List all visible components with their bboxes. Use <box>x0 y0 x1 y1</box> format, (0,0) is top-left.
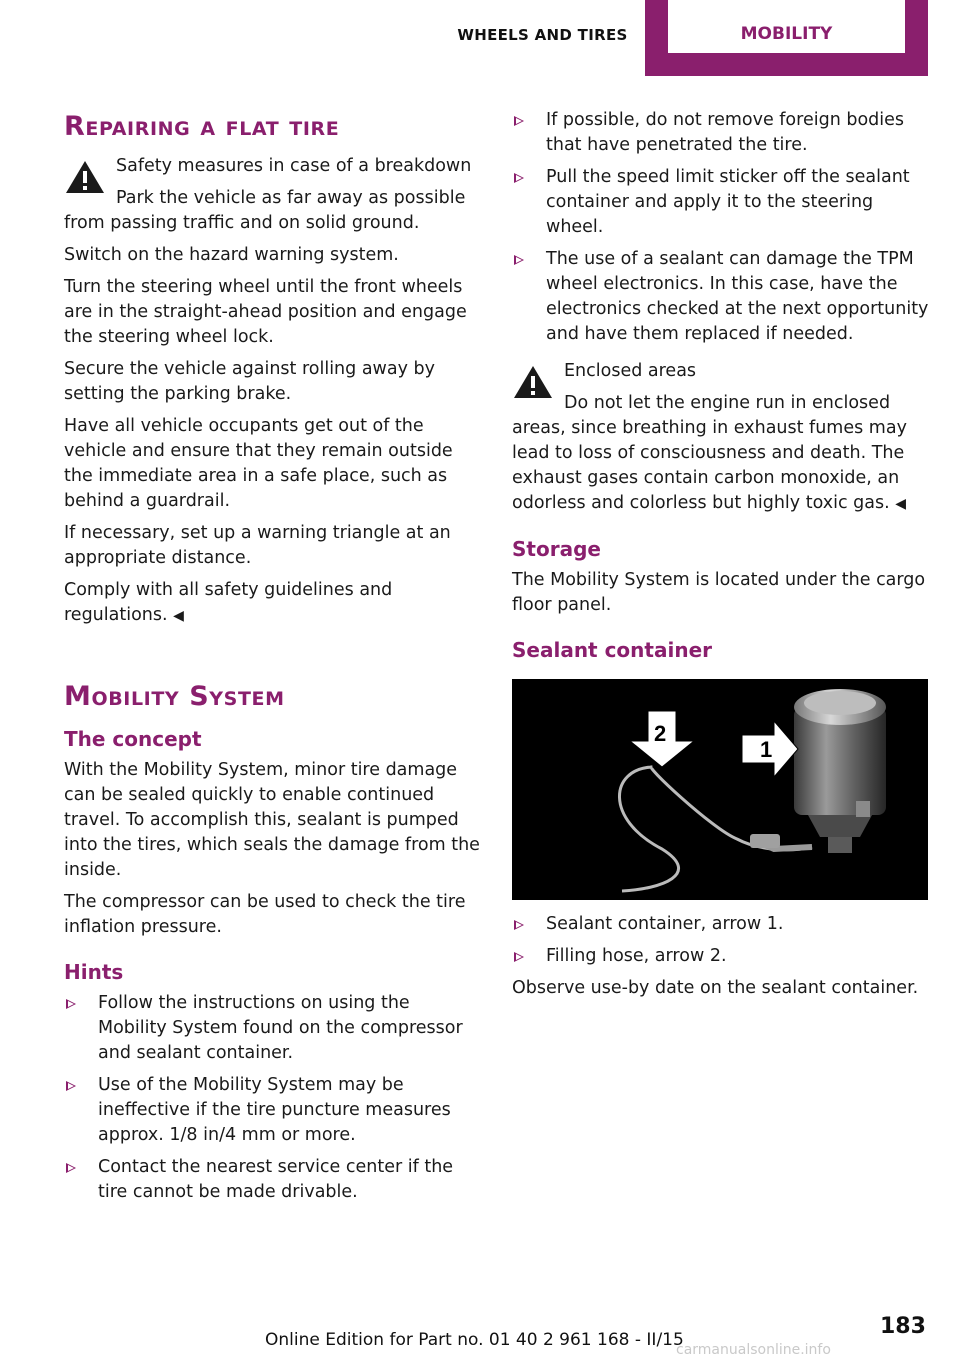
heading-sealant-container: Sealant container <box>512 638 712 662</box>
bullet-triangle-icon <box>66 1163 76 1173</box>
warning-body-wrap <box>512 391 930 517</box>
sealant-illustration <box>512 679 928 900</box>
warning-title: Enclosed areas <box>564 361 697 381</box>
paragraph-guidelines <box>64 578 482 629</box>
paragraph-parking-brake: Secure the vehicle against rolling away by setting the parking brake. <box>64 359 435 404</box>
sealant-list <box>512 912 930 969</box>
header-chapter-tab <box>645 0 928 76</box>
list-item: Filling hose, arrow 2. <box>512 944 930 969</box>
list-item: If possible, do not remove foreign bodies that have penetrated the tire. <box>512 108 930 158</box>
page-header <box>0 0 960 80</box>
heading-repairing-flat-tire: Repairing a flat tire <box>64 111 340 142</box>
bullet-triangle-icon <box>66 1081 76 1091</box>
bullet-triangle-icon <box>514 952 524 962</box>
end-mark-icon: ◀ <box>895 496 907 512</box>
paragraph-hazard: Switch on the hazard warning system. <box>64 245 399 265</box>
sealant-container-figure <box>512 679 928 900</box>
list-item: Sealant container, arrow 1. <box>512 912 930 937</box>
end-mark-icon: ◀ <box>173 608 184 624</box>
watermark: carmanualsonline.info <box>676 1342 831 1358</box>
page-number: 183 <box>880 1314 926 1339</box>
heading-the-concept: The concept <box>64 727 202 751</box>
list-item: Pull the speed limit sticker off the sealant container and apply it to the steering wheel. <box>512 165 930 240</box>
warning-triangle-icon <box>512 363 554 401</box>
hints-list <box>64 991 482 1205</box>
paragraph-storage: The Mobility System is located under the cargo floor panel. <box>512 570 926 615</box>
warning-body: Do not let the engine run in enclosed areas, since breathing in exhaust fumes may lead to loss of consciousness and death. The exhaust gases contain carbon monoxide, an odorless and colorless but highly toxic gas. <box>512 393 907 513</box>
list-item: Use of the Mobility System may be ineffective if the tire puncture measures approx. 1/8 in/4 mm or more. <box>64 1073 482 1148</box>
svg-text:1: 1 <box>760 737 773 762</box>
warning-body: Park the vehicle as far away as possible from passing traffic and on solid ground. <box>64 188 466 233</box>
bullet-triangle-icon <box>514 173 524 183</box>
warning-safety-measures <box>64 154 482 236</box>
paragraph-concept-2: The compressor can be used to check the tire inflation pressure. <box>64 892 466 937</box>
list-item: Contact the nearest service center if the tire cannot be made drivable. <box>64 1155 482 1205</box>
bullet-triangle-icon <box>514 920 524 930</box>
bullet-triangle-icon <box>514 116 524 126</box>
guidelines-text: Comply with all safety guidelines and regulations. <box>64 580 393 625</box>
warning-triangle-icon <box>64 158 106 196</box>
left-column <box>64 108 482 1212</box>
paragraph-steering: Turn the steering wheel until the front wheels are in the straight-ahead position and engage the steering wheel lock. <box>64 277 467 347</box>
warning-title: Safety measures in case of a breakdown <box>116 156 472 176</box>
svg-text:2: 2 <box>654 721 667 746</box>
bullet-triangle-icon <box>514 255 524 265</box>
paragraph-use-by-date: Observe use-by date on the sealant container. <box>512 978 919 998</box>
paragraph-warning-triangle: If necessary, set up a warning triangle at an appropriate distance. <box>64 523 451 568</box>
right-column <box>512 108 930 1008</box>
list-item: Follow the instructions on using the Mobility System found on the compressor and sealant container. <box>64 991 482 1066</box>
bullet-triangle-icon <box>66 999 76 1009</box>
footer-edition: Online Edition for Part no. 01 40 2 961 168 - II/15 <box>265 1330 684 1350</box>
heading-mobility-system: Mobility System <box>64 681 285 712</box>
paragraph-occupants: Have all vehicle occupants get out of the vehicle and ensure that they remain outside the immediate area in a safe place, such as behind a guardrail. <box>64 416 453 511</box>
warning-enclosed-areas <box>512 359 930 517</box>
paragraph-concept-1: With the Mobility System, minor tire damage can be sealed quickly to enable continued travel. To accomplish this, sealant is pumped into the tires, which seals the damage from the inside. <box>64 760 480 880</box>
header-section-title: WHEELS AND TIRES <box>457 26 628 44</box>
continued-list <box>512 108 930 347</box>
heading-hints: Hints <box>64 960 124 984</box>
list-item: The use of a sealant can damage the TPM wheel electronics. In this case, have the electronics checked at the next opportunity and have them replaced if needed. <box>512 247 930 347</box>
header-chapter-title: MOBILITY <box>668 0 905 53</box>
heading-storage: Storage <box>512 537 601 561</box>
